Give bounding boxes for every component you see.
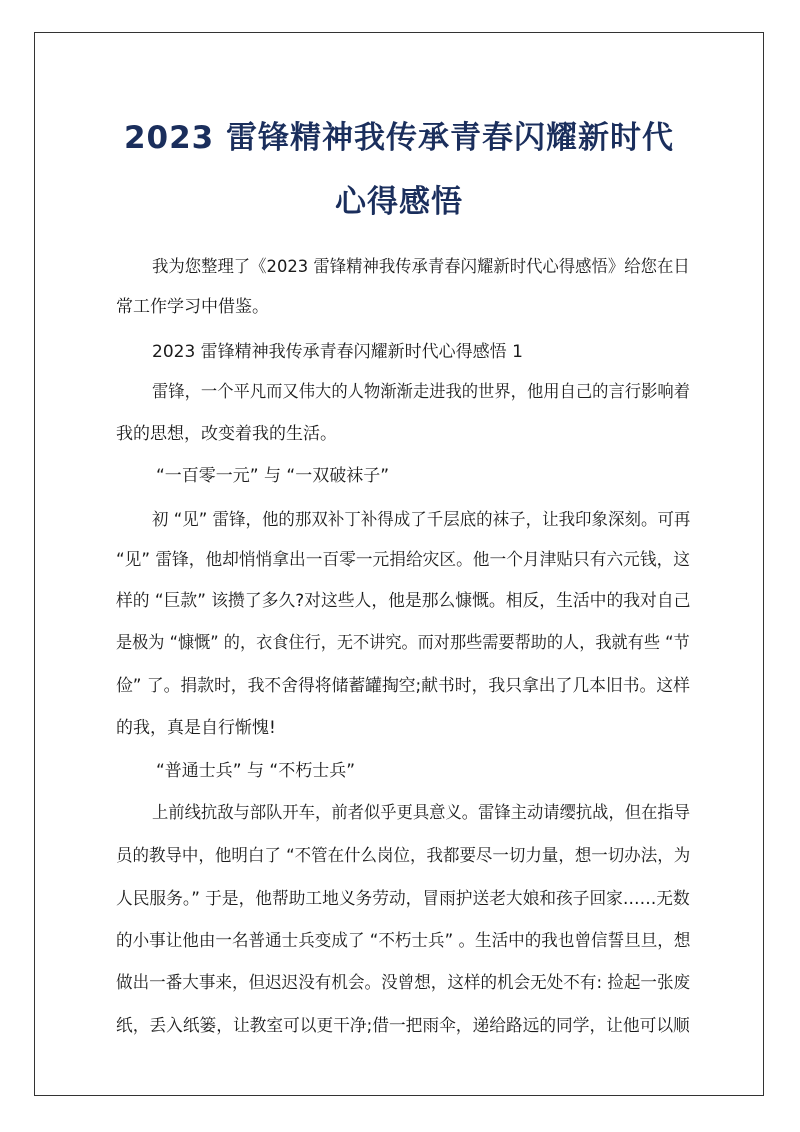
subheading: “普通士兵” 与 “不朽士兵” xyxy=(156,761,356,781)
text-line: 的小事让他由一名普通士兵变成了 “不朽士兵” 。生活中的我也曾信誓旦旦，想 xyxy=(116,931,691,951)
text-line: 我为您整理了《2023 雷锋精神我传承青春闪耀新时代心得感悟》给您在日 xyxy=(152,257,690,277)
text-line: 的我，真是自行惭愧! xyxy=(116,718,276,738)
text-line: 上前线抗敌与部队开车，前者似乎更具意义。雷锋主动请缨抗战，但在指导 xyxy=(152,803,690,823)
text-line: 样的 “巨款” 该攒了多久?对这些人，他是那么慷慨。相反，生活中的我对自己 xyxy=(116,591,691,611)
text-line: 雷锋，一个平凡而又伟大的人物渐渐走进我的世界，他用自己的言行影响着 xyxy=(152,382,690,402)
text-line: 做出一番大事来，但迟迟没有机会。没曾想，这样的机会无处不有: 捡起一张废 xyxy=(116,973,691,993)
text-line: 人民服务。” 于是，他帮助工地义务劳动，冒雨护送老大娘和孩子回家……无数 xyxy=(116,889,690,909)
text-line: 员的教导中，他明白了 “不管在什么岗位，我都要尽一切力量，想一切办法，为 xyxy=(116,846,691,866)
text-line: 俭” 了。捐款时，我不舍得将储蓄罐掏空;献书时，我只拿出了几本旧书。这样 xyxy=(116,676,690,696)
text-line: 初 “见” 雷锋，他的那双补丁补得成了千层底的袜子，让我印象深刻。可再 xyxy=(152,510,691,530)
document-title-line-1: 2023 雷锋精神我传承青春闪耀新时代 xyxy=(123,120,675,156)
text-line: “见” 雷锋，他却悄悄拿出一百零一元捐给灾区。他一个月津贴只有六元钱，这 xyxy=(116,550,691,570)
text-line: 是极为 “慷慨” 的，衣食住行，无不讲究。而对那些需要帮助的人，我就有些 “节 xyxy=(116,633,690,653)
subheading: “一百零一元” 与 “一双破袜子” xyxy=(156,466,390,486)
document-title-line-2: 心得感悟 xyxy=(335,184,463,220)
text-line: 常工作学习中借鉴。 xyxy=(116,297,269,317)
text-line: 我的思想，改变着我的生活。 xyxy=(116,424,337,444)
text-line: 纸，丢入纸篓，让教室可以更干净;借一把雨伞，递给路远的同学，让他可以顺 xyxy=(116,1016,690,1036)
section-heading: 2023 雷锋精神我传承青春闪耀新时代心得感悟 1 xyxy=(152,342,523,362)
